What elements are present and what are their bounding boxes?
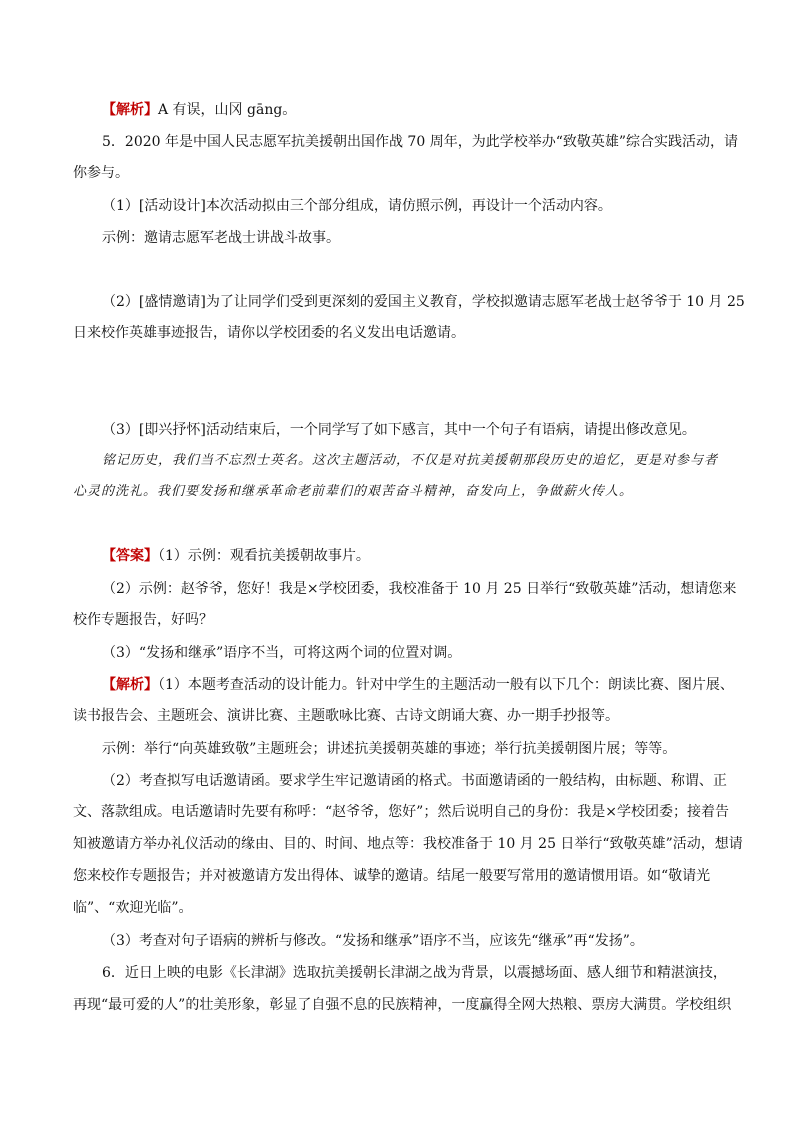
- answer-line-2: （2）示例：赵爷爷，您好！我是×学校团委，我校准备于 10 月 25 日举行“致敬英雄”活动，想请您来: [102, 581, 737, 597]
- answer-text: （1）示例：观看抗美援朝故事片。: [158, 548, 370, 564]
- explanation-line-3-cont-2: 知被邀请方举办礼仪活动的缘由、目的、时间、地点等：我校准备于 10 月 25 日举行“致敬英雄”活动，想请: [73, 836, 743, 852]
- question-6-stem: 6．近日上映的电影《长津湖》选取抗美援朝长津湖之战为背景，以震撼场面、感人细节和精湛演技，: [102, 965, 727, 981]
- question-5-stem-cont: 你参与。: [73, 165, 129, 181]
- analysis-line-1: [102, 100, 296, 120]
- answer-line-3: （3）“发扬和继承”语序不当，可将这两个词的位置对调。: [102, 645, 462, 661]
- subquestion-1: （1）[活动设计]本次活动拟由三个部分组成，请仿照示例，再设计一个活动内容。: [102, 198, 612, 214]
- explanation-line-1: [102, 675, 734, 695]
- subquestion-2-cont: 日来校作英雄事迹报告，请你以学校团委的名义发出电话邀请。: [73, 325, 465, 341]
- question-6-stem-cont: 再现“最可爱的人”的壮美形象，彰显了自强不息的民族精神，一度赢得全网大热粮、票房大满贯。学校组织: [73, 997, 732, 1013]
- explanation-line-3-cont-3: 您来校作专题报告；并对被邀请方发出得体、诚挚的邀请。结尾一般要写常用的邀请惯用语。如“敬请光: [73, 868, 711, 884]
- answer-tag: 【答案】: [102, 548, 158, 564]
- explanation-line-4: （3）考查对句子语病的辨析与修改。“发扬和继承”语序不当，应该先“继承”再“发扬”。: [102, 933, 644, 949]
- explanation-text: （1）本题考查活动的设计能力。针对中学生的主题活动一般有以下几个：朗读比赛、图片展、: [158, 677, 734, 693]
- subquestion-3: （3）[即兴抒怀]活动结束后，一个同学写了如下感言，其中一个句子有语病，请提出修改意见。: [102, 422, 696, 438]
- student-comment-line-2: 心灵的洗礼。我们要发扬和继承革命老前辈们的艰苦奋斗精神，奋发向上，争做薪火传人。: [73, 484, 634, 499]
- question-5-stem: 5．2020 年是中国人民志愿军抗美援朝出国作战 70 周年，为此学校举办“致敬英雄”综合实践活动，请: [102, 134, 739, 150]
- subquestion-2: （2）[盛情邀请]为了让同学们受到更深刻的爱国主义教育，学校拟邀请志愿军老战士赵爷爷于 10 月 25: [102, 294, 745, 310]
- subquestion-1-example: 示例：邀请志愿军老战士讲战斗故事。: [102, 230, 340, 246]
- answer-line-1: [102, 546, 370, 566]
- explanation-line-3-cont-1: 文、落款组成。电话邀请时先要有称呼：“赵爷爷，您好”；然后说明自己的身份：我是×学校团委；接着告: [73, 804, 730, 820]
- explanation-line-3: （2）考查拟写电话邀请函。要求学生牢记邀请函的格式。书面邀请函的一般结构，由标题、称谓、正: [102, 773, 727, 789]
- explanation-line-1-cont: 读书报告会、主题班会、演讲比赛、主题歌咏比赛、古诗文朗诵大赛、办一期手抄报等。: [73, 708, 619, 724]
- explanation-line-3-cont-4: 临”、“欢迎光临”。: [73, 900, 193, 916]
- answer-line-2-cont: 校作专题报告，好吗？: [73, 612, 213, 628]
- explanation-tag: 【解析】: [102, 677, 158, 693]
- analysis-tag: 【解析】: [102, 102, 158, 118]
- student-comment-line-1: 铭记历史，我们当不忘烈士英名。这次主题活动，不仅是对抗美援朝那段历史的追忆，更是对参与者: [102, 453, 719, 468]
- analysis-text: A 有误，山冈 gāng。: [158, 102, 297, 118]
- explanation-line-2: 示例：举行“向英雄致敬”主题班会；讲述抗美援朝英雄的事迹；举行抗美援朝图片展；等等。: [102, 741, 677, 757]
